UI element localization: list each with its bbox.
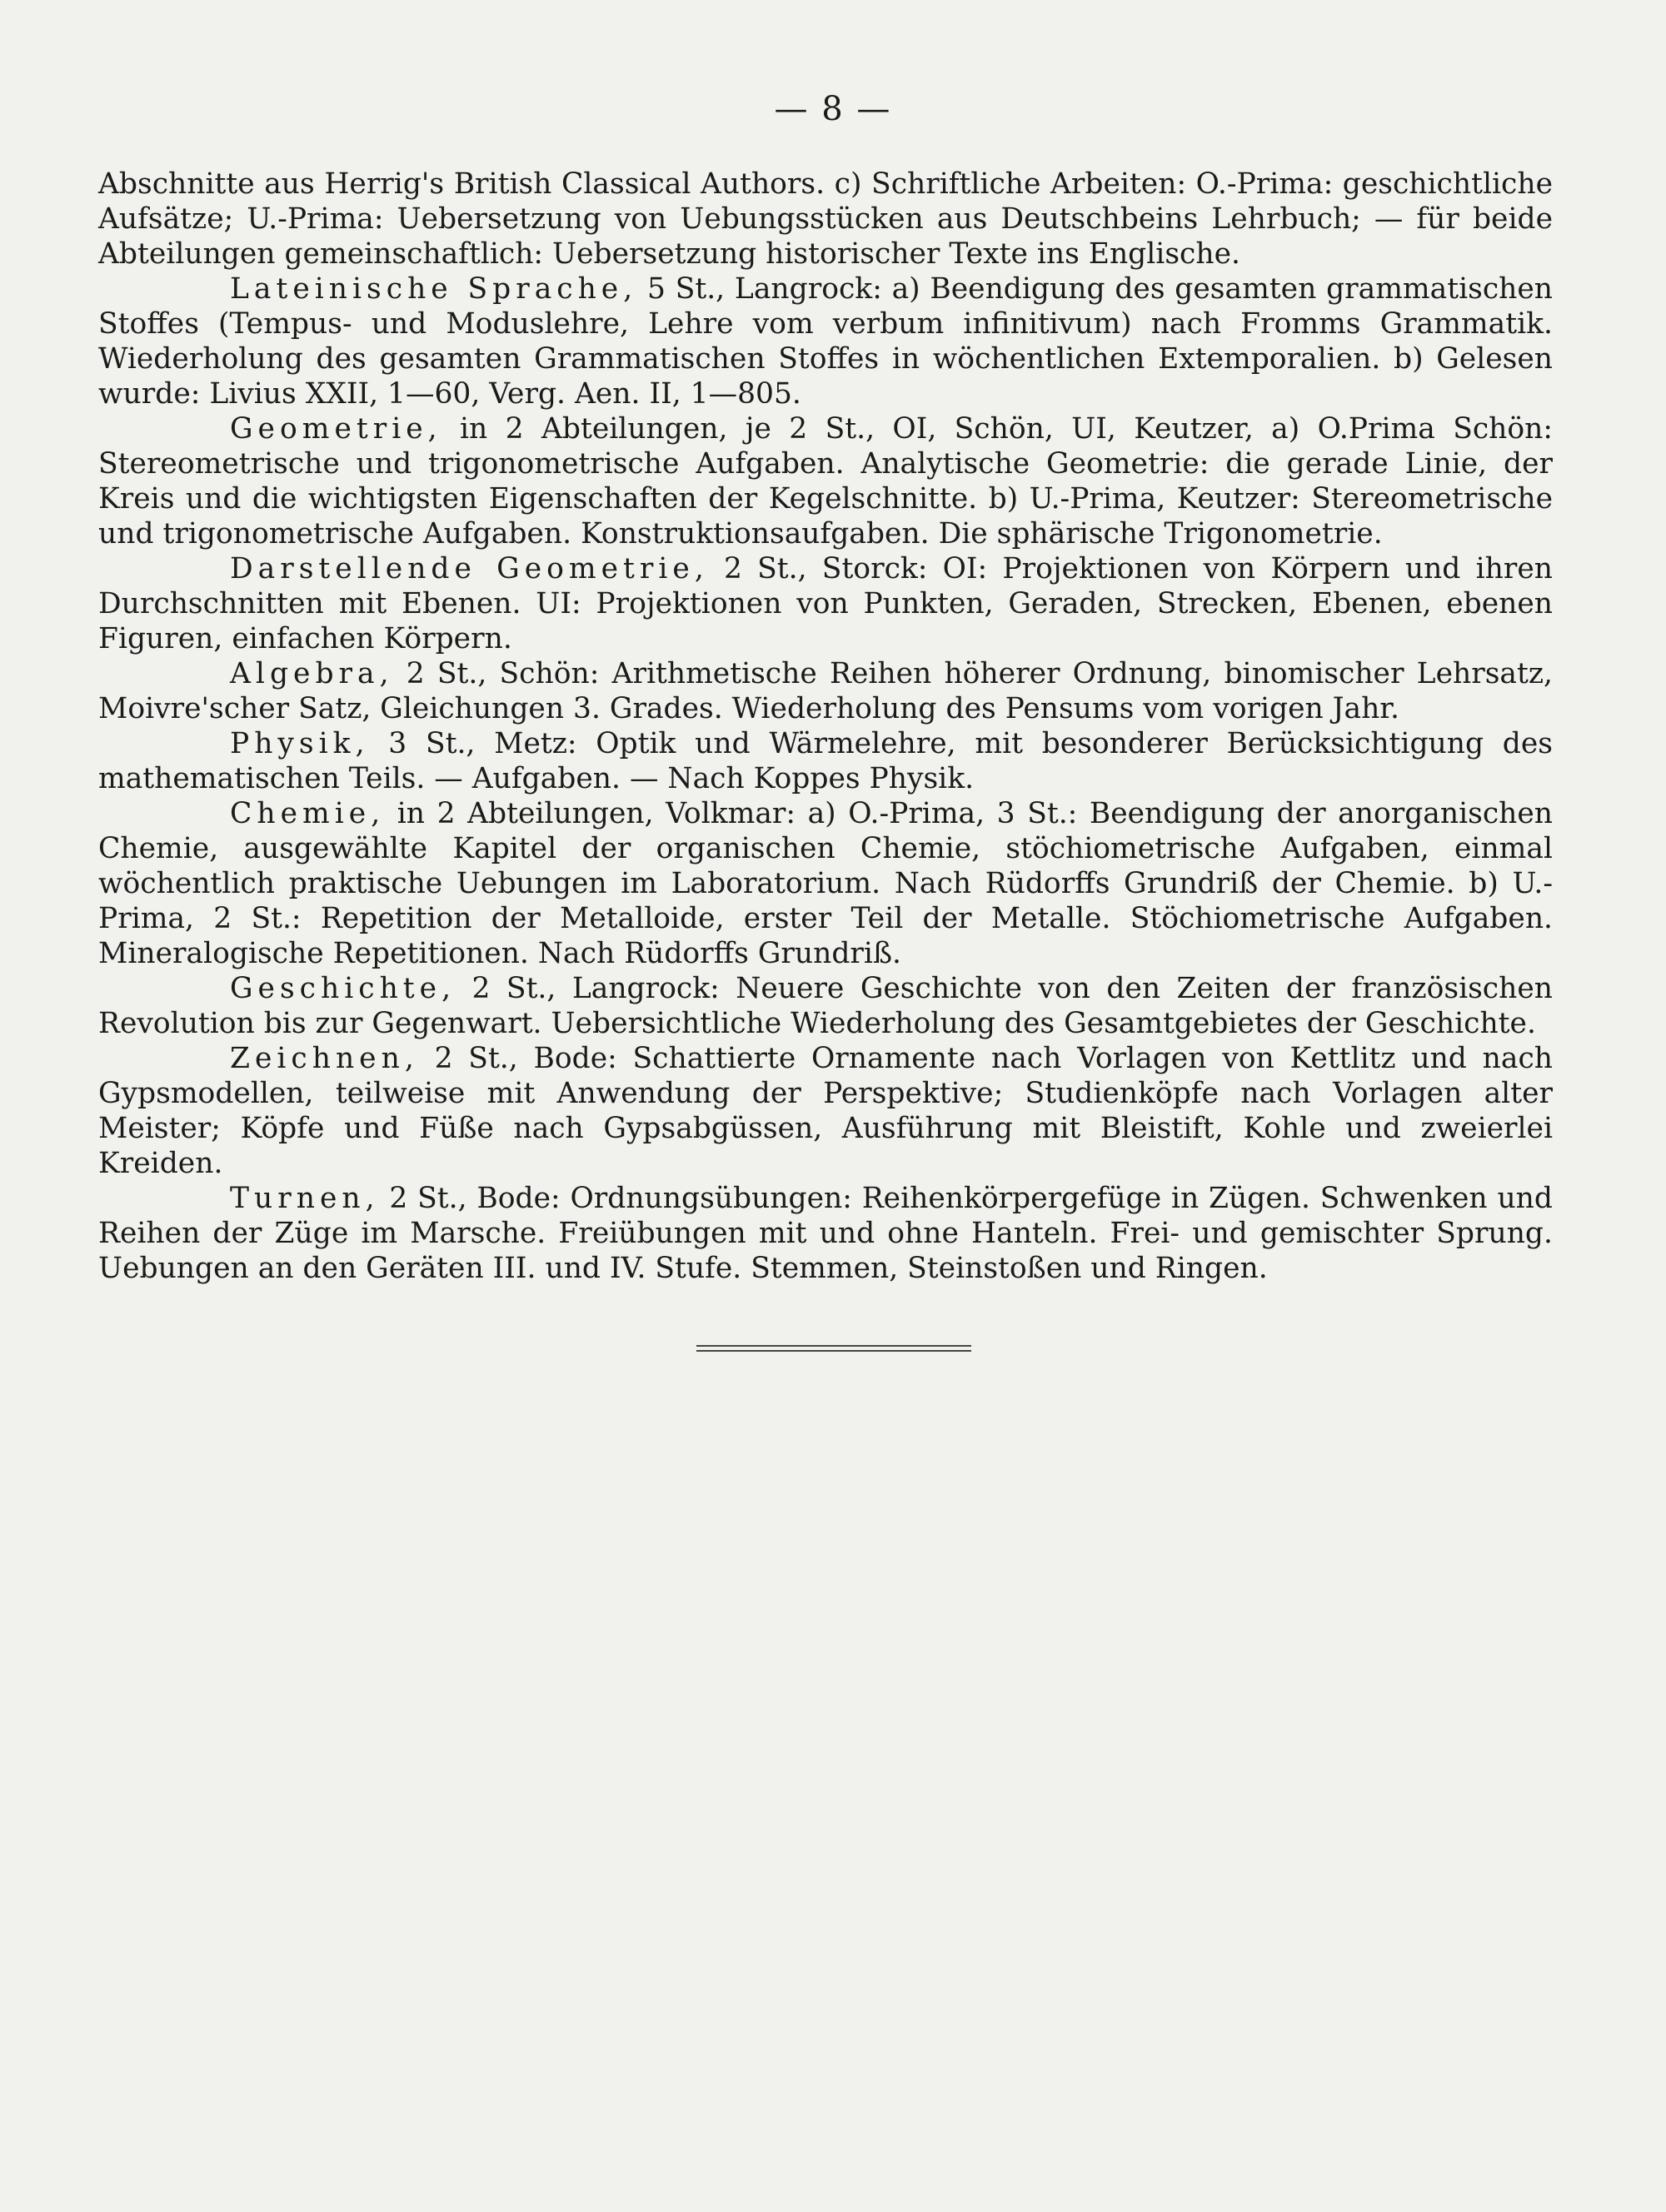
paragraph-text: 2 St., Bode: Schattierte Ornamente nach Vorlagen von Kettlitz und nach Gypsmodellen, teilweise mit Anwendung der Perspektive; Studienköpfe nach Vorlagen alter Meister; Köpfe und Füße nach Gypsabgüssen, Ausführung mit Bleistift, Kohle und zweierlei Kreiden.	[98, 1042, 1553, 1180]
subject-heading: Lateinische Sprache,	[230, 272, 638, 306]
subject-heading: Zeichnen,	[230, 1042, 419, 1075]
section-divider-rule	[696, 1350, 971, 1352]
paragraph-text: 2 St., Bode: Ordnungsübungen: Reihenkörpergefüge in Zügen. Schwenken und Reihen der Züge im Marsche. Freiübungen mit und ohne Hanteln. Frei- und gemischter Sprung. Uebungen an den Geräten III. und IV. Stufe. Stemmen, Steinstoßen und Ringen.	[98, 1182, 1553, 1285]
subject-heading: Geometrie,	[230, 412, 442, 446]
paragraph-history	[98, 971, 1553, 1041]
section-divider-rule	[696, 1345, 971, 1347]
subject-heading: Darstellende Geometrie,	[230, 552, 709, 585]
paragraph-drawing	[98, 1041, 1553, 1181]
paragraph-text: 2 St., Schön: Arithmetische Reihen höherer Ordnung, binomischer Lehrsatz, Moivre'scher Satz, Gleichungen 3. Grades. Wiederholung des Pensums vom vorigen Jahr.	[98, 657, 1553, 725]
paragraph-gymnastics	[98, 1181, 1553, 1286]
paragraph-geometry	[98, 411, 1553, 551]
paragraph-chemistry	[98, 796, 1553, 971]
paragraph-text: in 2 Abteilungen, je 2 St., OI, Schön, UI, Keutzer, a) O.Prima Schön: Stereometrische und trigonometrische Aufgaben. Analytische Geometrie: die gerade Linie, der Kreis und die wichtigsten Eigenschaften der Kegelschnitte. b) U.-Prima, Keutzer: Stereometrische und trigonometrische Aufgaben. Konstruktionsaufgaben. Die sphärische Trigonometrie.	[98, 412, 1553, 551]
subject-heading: Chemie,	[230, 797, 386, 830]
paragraph-algebra	[98, 656, 1553, 726]
paragraph-physics	[98, 726, 1553, 796]
page-number: — 8 —	[774, 90, 892, 128]
paragraph-text: in 2 Abteilungen, Volkmar: a) O.-Prima, 3 St.: Beendigung der anorganischen Chemie, ausgewählte Kapitel der organischen Chemie, stöchiometrische Aufgaben, einmal wöchentlich praktische Uebungen im Laboratorium. Nach Rüdorffs Grundriß der Chemie. b) U.-Prima, 2 St.: Repetition der Metalloide, erster Teil der Metalle. Stöchiometrische Aufgaben. Mineralogische Repetitionen. Nach Rüdorffs Grundriß.	[98, 797, 1553, 970]
paragraph-text: 2 St., Storck: OI: Projektionen von Körpern und ihren Durchschnitten mit Ebenen. UI: Projektionen von Punkten, Geraden, Strecken, Ebenen, ebenen Figuren, einfachen Körpern.	[98, 552, 1553, 655]
paragraph-english-continued	[98, 167, 1553, 272]
subject-heading: Geschichte,	[230, 972, 456, 1005]
paragraph-descriptive-geometry	[98, 551, 1553, 656]
subject-heading: Turnen,	[230, 1182, 380, 1215]
paragraph-text: 5 St., Langrock: a) Beendigung des gesamten grammatischen Stoffes (Tempus- und Moduslehre, Lehre vom verbum infinitivum) nach Fromms Grammatik. Wiederholung des gesamten Grammatischen Stoffes in wöchentlichen Extemporalien. b) Gelesen wurde: Livius XXII, 1—60, Verg. Aen. II, 1—805.	[98, 272, 1553, 411]
subject-heading: Algebra,	[230, 657, 394, 690]
subject-heading: Physik,	[230, 727, 370, 760]
body-text	[98, 167, 1553, 1286]
paragraph-text: 2 St., Langrock: Neuere Geschichte von den Zeiten der französischen Revolution bis zur Gegenwart. Uebersichtliche Wiederholung des Gesamtgebietes der Geschichte.	[98, 972, 1553, 1040]
paragraph-latin	[98, 272, 1553, 411]
paragraph-text: Abschnitte aus Herrig's British Classical Authors. c) Schriftliche Arbeiten: O.-Prima: geschichtliche Aufsätze; U.-Prima: Uebersetzung von Uebungsstücken aus Deutschbeins Lehrbuch; — für beide Abteilungen gemeinschaftlich: Uebersetzung historischer Texte ins Englische.	[98, 167, 1553, 271]
paragraph-text: 3 St., Metz: Optik und Wärmelehre, mit besonderer Berücksichtigung des mathematischen Teils. — Aufgaben. — Nach Koppes Physik.	[98, 727, 1553, 795]
